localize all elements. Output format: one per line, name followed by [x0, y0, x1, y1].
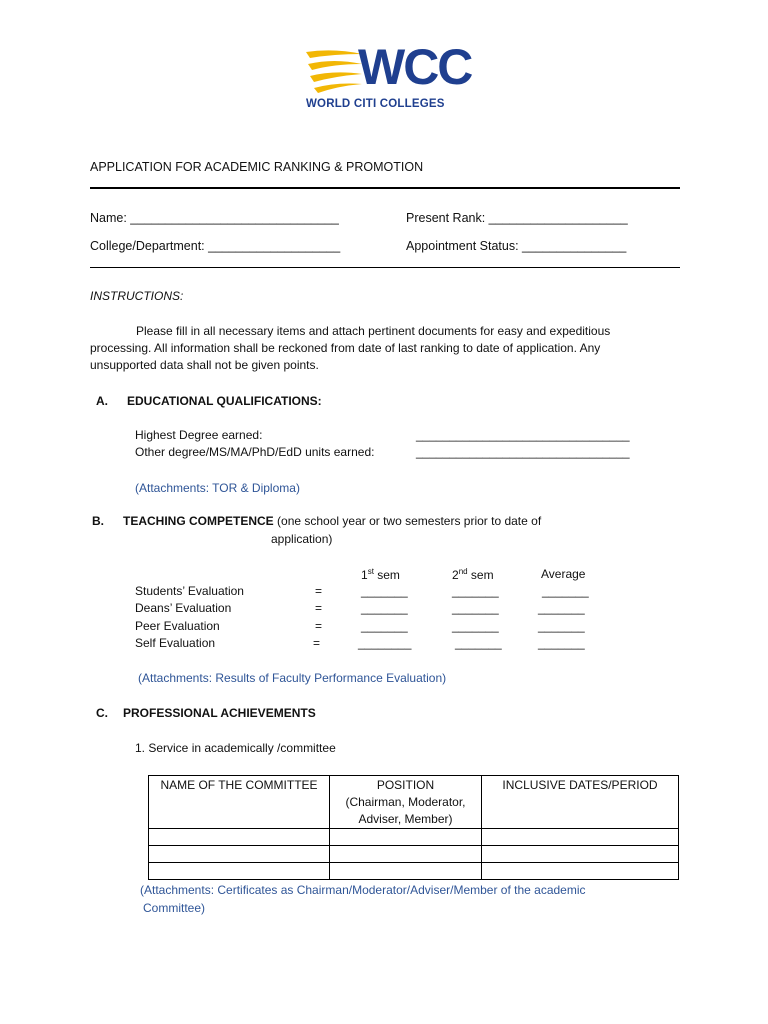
- eval-row-label: Peer Evaluation: [135, 619, 220, 633]
- table-cell[interactable]: [482, 863, 679, 880]
- eval-row-blank-1: _______: [361, 584, 408, 598]
- section-a-letter: A.: [96, 394, 108, 408]
- eval-row-equals: =: [315, 619, 323, 633]
- eval-row-equals: =: [313, 636, 321, 650]
- logo: [304, 39, 472, 114]
- section-c-title: PROFESSIONAL ACHIEVEMENTS: [123, 706, 316, 720]
- eval-row-blank-1: _______: [361, 619, 408, 633]
- section-b-attachments: (Attachments: Results of Faculty Performance Evaluation): [138, 671, 447, 685]
- header-position-line-3: Adviser, Member): [358, 812, 453, 826]
- committee-table: [148, 775, 679, 880]
- header-position: [330, 776, 482, 829]
- wing-swoosh-icon: [304, 46, 364, 96]
- eval-row-equals: =: [315, 601, 323, 615]
- title-divider: [90, 187, 680, 189]
- table-row: [149, 829, 679, 846]
- highest-degree-blank: ________________________________: [416, 428, 630, 442]
- col-second-sup: nd: [458, 567, 468, 576]
- header-position-line-1: POSITION: [376, 778, 435, 792]
- section-b-title: TEACHING COMPETENCE: [123, 514, 274, 528]
- section-b-subtitle-2: application): [271, 532, 333, 546]
- eval-row-equals: =: [315, 584, 323, 598]
- table-cell[interactable]: [330, 846, 482, 863]
- col-second-num: 2: [452, 568, 459, 582]
- col-second-sem: [452, 567, 494, 582]
- header-inclusive-dates: [482, 776, 679, 829]
- section-a-title: EDUCATIONAL QUALIFICATIONS:: [127, 394, 322, 408]
- col-first-sup: st: [367, 567, 374, 576]
- table-row: [149, 863, 679, 880]
- table-header-row: [149, 776, 679, 829]
- section-a-attachments: (Attachments: TOR & Diploma): [135, 481, 300, 495]
- fields-divider: [90, 267, 680, 268]
- eval-row-blank-2: _______: [452, 601, 499, 615]
- eval-row-blank-3: _______: [538, 636, 585, 650]
- eval-row-blank-1: _______: [361, 601, 408, 615]
- eval-row-blank-1: ________: [358, 636, 412, 650]
- header-committee-name: [149, 776, 330, 829]
- table-cell[interactable]: [149, 863, 330, 880]
- section-c-item-1: 1. Service in academically /committee: [135, 741, 336, 755]
- form-title: APPLICATION FOR ACADEMIC RANKING & PROMOTION: [90, 160, 424, 174]
- col-first-sem: [361, 567, 400, 582]
- college-department-field: College/Department: ___________________: [90, 239, 341, 253]
- table-cell[interactable]: [149, 829, 330, 846]
- section-c-letter: C.: [96, 706, 108, 720]
- col-average: Average: [541, 567, 586, 581]
- eval-row-label: Deans’ Evaluation: [135, 601, 232, 615]
- table-cell[interactable]: [330, 863, 482, 880]
- section-c-attachments-2: Committee): [143, 901, 206, 915]
- instructions-line-3: unsupported data shall not be given points.: [90, 358, 319, 372]
- table-row: [149, 846, 679, 863]
- col-first-suffix: sem: [373, 568, 400, 582]
- table-cell[interactable]: [482, 829, 679, 846]
- eval-row-blank-3: _______: [538, 601, 585, 615]
- eval-row-blank-3: _______: [538, 619, 585, 633]
- instructions-heading: INSTRUCTIONS:: [90, 289, 184, 303]
- header-committee-name-text: NAME OF THE COMMITTEE: [160, 778, 318, 792]
- eval-row-blank-2: _______: [455, 636, 502, 650]
- table-cell[interactable]: [330, 829, 482, 846]
- table-cell[interactable]: [482, 846, 679, 863]
- header-position-line-2: (Chairman, Moderator,: [345, 795, 466, 809]
- present-rank-field: Present Rank: ____________________: [406, 211, 628, 225]
- highest-degree-label: Highest Degree earned:: [135, 428, 263, 442]
- logo-wcc: WCC: [358, 39, 472, 95]
- section-b-subtitle-1: (one school year or two semesters prior to date of: [277, 514, 542, 528]
- instructions-line-2: processing. All information shall be reckoned from date of last ranking to date of application. Any: [90, 341, 601, 355]
- eval-row-label: Self Evaluation: [135, 636, 216, 650]
- other-degree-blank: ________________________________: [416, 445, 630, 459]
- other-degree-label: Other degree/MS/MA/PhD/EdD units earned:: [135, 445, 375, 459]
- appointment-status-field: Appointment Status: _______________: [406, 239, 627, 253]
- eval-row-label: Students’ Evaluation: [135, 584, 244, 598]
- table-cell[interactable]: [149, 846, 330, 863]
- instructions-line-1: Please fill in all necessary items and attach pertinent documents for easy and expeditious: [136, 324, 611, 338]
- logo-subtitle: WORLD CITI COLLEGES: [306, 98, 445, 110]
- eval-row-blank-2: _______: [452, 619, 499, 633]
- header-inclusive-dates-text: INCLUSIVE DATES/PERIOD: [502, 778, 658, 792]
- section-b-heading: [123, 514, 541, 528]
- section-c-attachments-1: (Attachments: Certificates as Chairman/Moderator/Adviser/Member of the academic: [140, 883, 586, 897]
- eval-row-blank-3: _______: [542, 584, 589, 598]
- eval-row-blank-2: _______: [452, 584, 499, 598]
- section-b-letter: B.: [92, 514, 104, 528]
- name-field: Name: ______________________________: [90, 211, 339, 225]
- col-second-suffix: sem: [467, 568, 494, 582]
- col-first-num: 1: [361, 568, 368, 582]
